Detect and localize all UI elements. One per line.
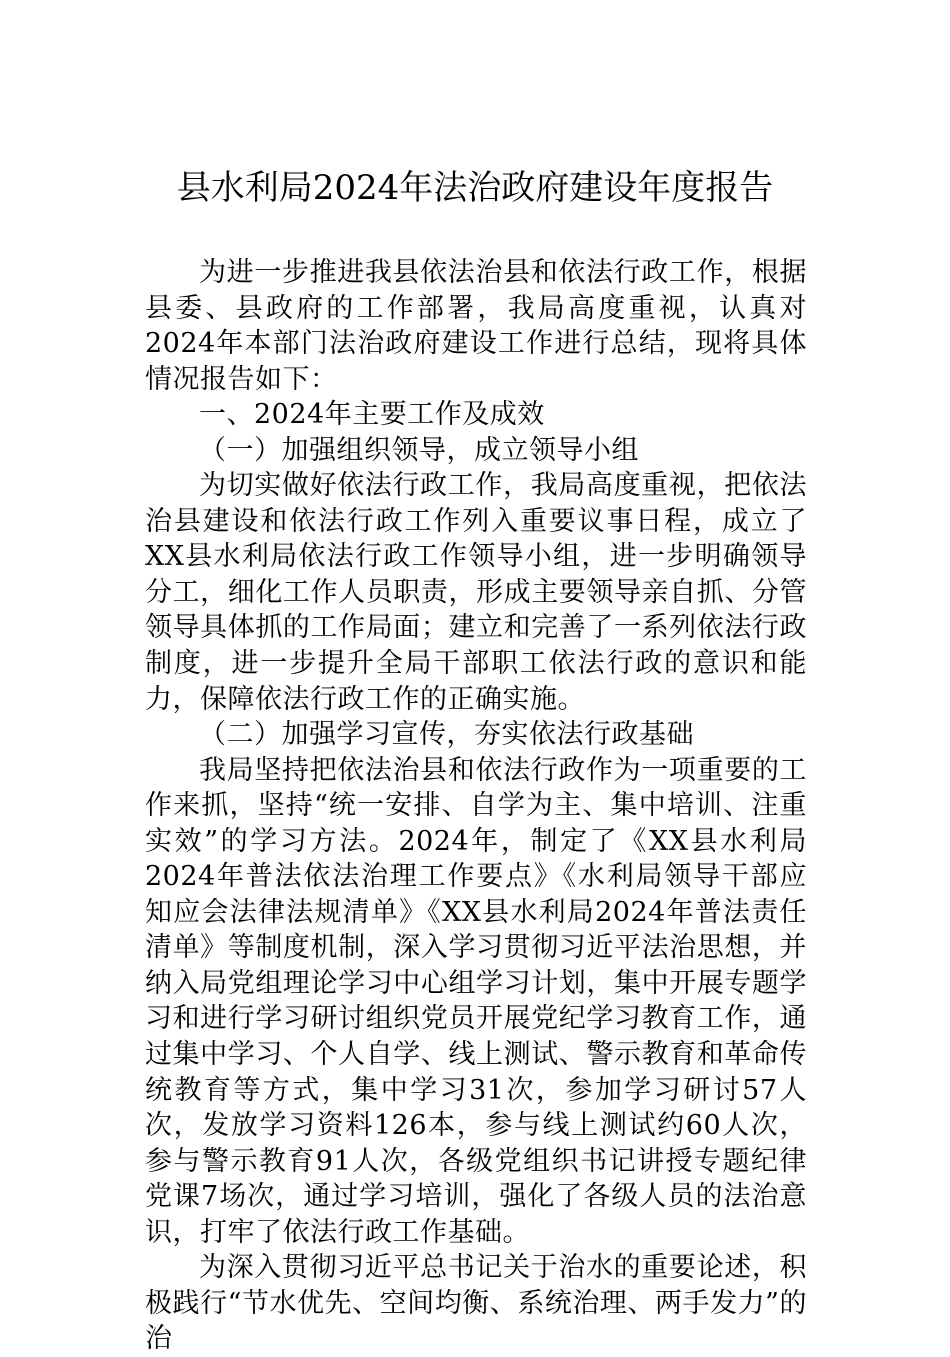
subsection-2-paragraph: 我局坚持把依法治县和依法行政作为一项重要的工作来抓，坚持“统一安排、自学为主、集中培训、注重实效”的学习方法。2024年，制定了《XX县水利局2024年普法依法治理工作要点》《水利局领导干部应知应会法律法规清单》《XX县水利局2024年普法责任清单》等制度机制，深入学习贯彻习近平法治思想，并纳入局党组理论学习中心组学习计划，集中开展专题学习和进行学习研讨组织党员开展党纪学习教育工作，通过集中学习、个人自学、线上测试、警示教育和革命传统教育等方式，集中学习31次，参加学习研讨57人次，发放学习资料126本，参与线上测试约60人次，参与警示教育91人次，各级党组织书记讲授专题纪律党课7场次，通过学习培训，强化了各级人员的法治意识，打牢了依法行政工作基础。 <box>145 754 807 1248</box>
intro-paragraph: 为进一步推进我县依法治县和依法行政工作，根据县委、县政府的工作部署，我局高度重视，认真对2024年本部门法治政府建设工作进行总结，现将具体情况报告如下： <box>145 257 807 395</box>
document-body <box>145 255 807 1357</box>
subsection-2-heading: （二）加强学习宣传，夯实依法行政基础 <box>199 719 694 751</box>
subsection-1-heading: （一）加强组织领导，成立领导小组 <box>199 434 639 466</box>
subsection-1-paragraph: 为切实做好依法行政工作，我局高度重视，把依法治县建设和依法行政工作列入重要议事日程，成立了XX县水利局依法行政工作领导小组，进一步明确领导分工，细化工作人员职责，形成主要领导亲自抓、分管领导具体抓的工作局面；建立和完善了一系列依法行政制度，进一步提升全局干部职工依法行政的意识和能力，保障依法行政工作的正确实施。 <box>145 470 807 715</box>
section-1-heading: 一、2024年主要工作及成效 <box>199 399 545 431</box>
document-title: 县水利局2024年法治政府建设年度报告 <box>176 168 774 208</box>
subsection-2-paragraph-continued: 为深入贯彻习近平总书记关于治水的重要论述，积极践行“节水优先、空间均衡、系统治理、两手发力”的治 <box>145 1252 807 1355</box>
